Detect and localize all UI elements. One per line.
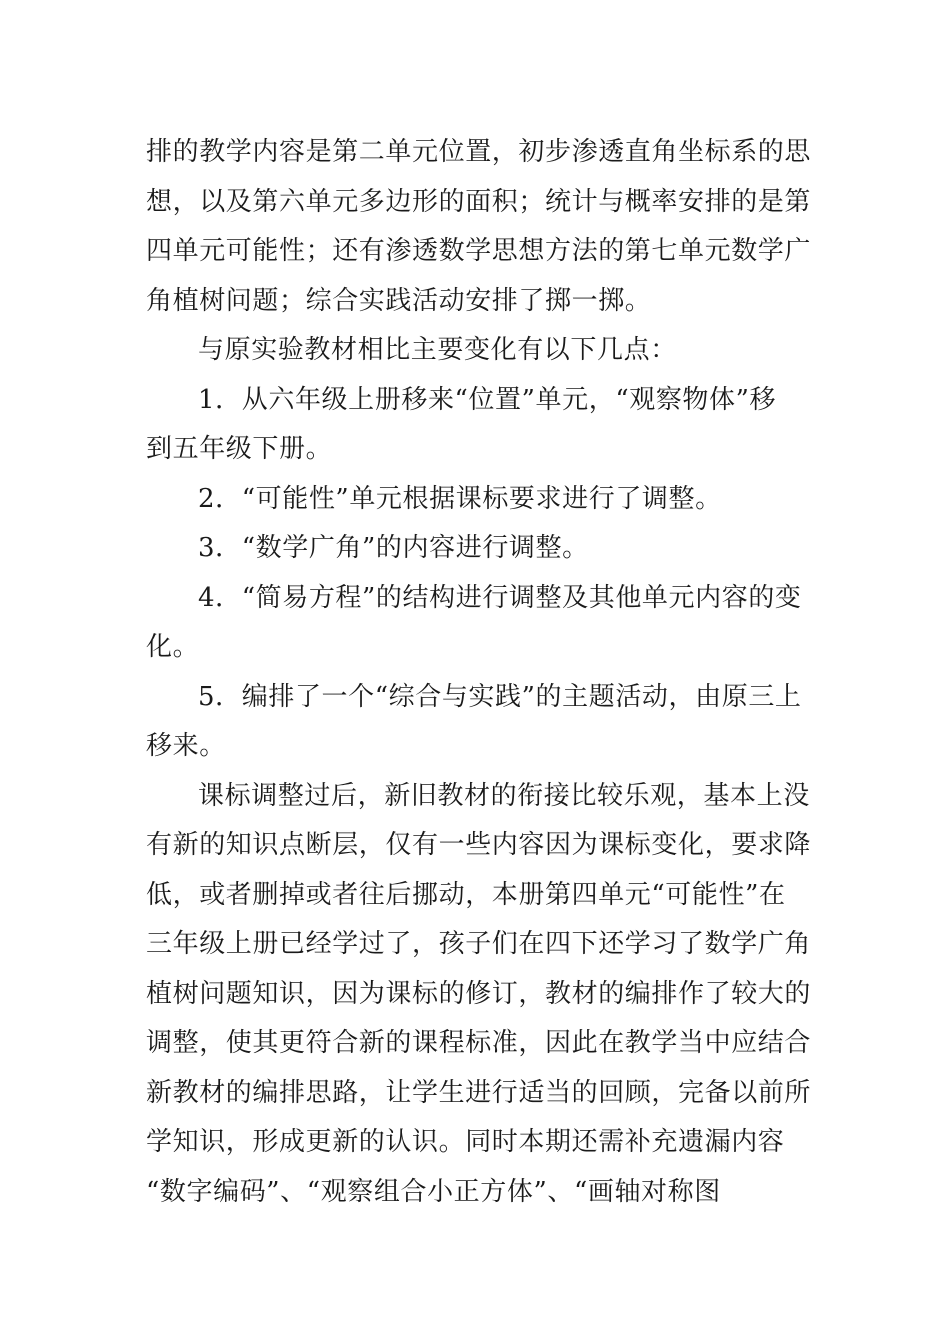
text-line-3: 四单元可能性；还有渗透数学思想方法的第七单元数学广 [146,236,812,266]
paragraph-line-3: 低，或者删掉或者往后挪动，本册第四单元“可能性”在 [146,879,786,910]
list-item-5-line-2: 移来。 [146,731,226,761]
list-item-3: 3．“数学广角”的内容进行调整。 [198,533,589,563]
paragraph-line-1: 课标调整过后，新旧教材的衔接比较乐观，基本上没 [198,780,810,811]
list-item-4-line-2: 化。 [146,632,200,662]
text-line-5: 与原实验教材相比主要变化有以下几点： [198,335,677,365]
body-text [146,128,812,1217]
list-item-4-line-1: 4．“简易方程”的结构进行调整及其他单元内容的变 [198,582,802,613]
list-item-1-line-1: 1．从六年级上册移来“位置”单元，“观察物体”移 [198,384,777,415]
text-line-4: 角植树问题；综合实践活动安排了掷一掷。 [146,285,652,316]
paragraph-line-2: 有新的知识点断层，仅有一些内容因为课标变化，要求降 [146,830,812,860]
paragraph-line-5: 植树问题知识，因为课标的修订，教材的编排作了较大的 [146,978,812,1009]
paragraph-line-9: “数字编码”、“观察组合小正方体”、“画轴对称图 [146,1176,721,1207]
list-item-2: 2．“可能性”单元根据课标要求进行了调整。 [198,483,722,514]
list-item-5-line-1: 5．编排了一个“综合与实践”的主题活动，由原三上 [198,681,802,712]
text-line-2: 想，以及第六单元多边形的面积；统计与概率安排的是第 [146,186,812,217]
paragraph-line-6: 调整，使其更符合新的课程标准，因此在教学当中应结合 [146,1028,812,1058]
paragraph-line-4: 三年级上册已经学过了，孩子们在四下还学习了数学广角 [146,929,812,959]
list-item-1-line-2: 到五年级下册。 [146,434,333,464]
paragraph-line-8: 学知识，形成更新的认识。同时本期还需补充遗漏内容 [146,1127,785,1157]
text-line-1: 排的教学内容是第二单元位置，初步渗透直角坐标系的思 [146,137,812,167]
paragraph-line-7: 新教材的编排思路，让学生进行适当的回顾，完备以前所 [146,1077,812,1108]
